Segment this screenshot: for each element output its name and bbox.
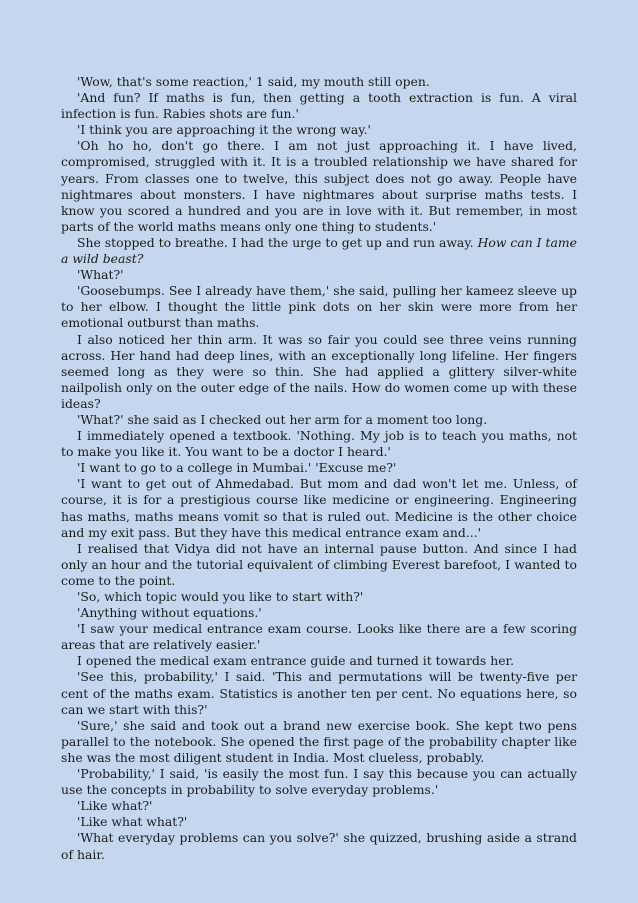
paragraph xyxy=(61,235,577,267)
paragraph-text: 'Wow, that's some reaction,' 1 said, my mouth still open. xyxy=(77,74,430,89)
paragraph xyxy=(61,267,577,283)
paragraph xyxy=(61,428,577,460)
paragraph-text: 'I think you are approaching it the wrong way.' xyxy=(77,122,371,138)
paragraph-text: 'Anything without equations.' xyxy=(77,605,262,621)
paragraph-text: 'What?' xyxy=(77,267,124,283)
paragraph-text: 'Like what what?' xyxy=(77,814,188,830)
paragraph-text: 'Like what?' xyxy=(77,798,153,814)
paragraph-text: She stopped to breathe. I had the urge to get up and run away. xyxy=(77,234,478,250)
paragraph-text: 'What everyday problems can you solve?' she quizzed, brushing aside a strand of hair. xyxy=(61,830,577,862)
paragraph xyxy=(61,476,577,540)
paragraph xyxy=(61,798,577,814)
paragraph xyxy=(61,653,577,669)
paragraph-text: I opened the medical exam entrance guide and turned it towards her. xyxy=(77,653,515,669)
paragraph-text: 'What?' she said as I checked out her arm for a moment too long. xyxy=(77,411,488,427)
paragraph-text: I immediately opened a textbook. 'Nothing. My job is to teach you maths, not to make you like it. You want to be a doctor I heard.' xyxy=(61,428,577,460)
paragraph xyxy=(61,605,577,621)
paragraph xyxy=(61,621,577,653)
paragraph xyxy=(61,122,577,138)
paragraph xyxy=(61,589,577,605)
paragraph xyxy=(61,283,577,331)
paragraph-text: 'I want to go to a college in Mumbai.' 'Excuse me?' xyxy=(77,460,397,476)
page-body xyxy=(61,74,577,863)
paragraph-text: 'I want to get out of Ahmedabad. But mom and dad won't let me. Unless, of course, it is for a prestigious course like medicine or engineering. Engineering has maths, maths means vomit so that is ruled out. Medicine is the other choice and my exit pass. But they have this medical entrance exam and...' xyxy=(61,476,577,540)
paragraph-text: 'Goosebumps. See I already have them,' she said, pulling her kameez sleeve up to her elbow. I thought the little pink dots on her skin were more from her emotional outburst than maths. xyxy=(61,283,577,331)
paragraph-text: 'And fun? If maths is fun, then getting a tooth extraction is fun. A viral infection is fun. Rabies shots are fun.' xyxy=(61,90,577,122)
paragraph-text: 'So, which topic would you like to start with?' xyxy=(77,589,364,604)
paragraph xyxy=(61,669,577,717)
paragraph-text: I also noticed her thin arm. It was so fair you could see three veins running across. Her hand had deep lines, with an exceptionally long lifeline. Her fingers seemed long as they were so thin. She had applied a glittery silver-white nailpolish only on the outer edge of the nails. How do women come up with these ideas? xyxy=(61,331,577,411)
paragraph-text: 'Probability,' I said, 'is easily the most fun. I say this because you can actually use the concepts in probability to solve everyday problems.' xyxy=(61,766,577,798)
paragraph xyxy=(61,718,577,766)
paragraph-text: 'See this, probability,' I said. 'This and permutations will be twenty-five per cent of the maths exam. Statistics is another ten per cent. No equations here, so can we start with this?' xyxy=(61,669,577,717)
paragraph xyxy=(61,332,577,412)
paragraph-text: 'Sure,' she said and took out a brand new exercise book. She kept two pens parallel to the notebook. She opened the first page of the probability chapter like she was the most diligent student in India. Most clueless, probably. xyxy=(61,717,577,765)
paragraph-text: 'Oh ho ho, don't go there. I am not just approaching it. I have lived, compromised, struggled with it. It is a troubled relationship we have shared for years. From classes one to twelve, this subject does not go away. People have nightmares about monsters. I have nightmares about surprise maths tests. I know you scored a hundred and you are in love with it. But remember, in most parts of the world maths means only one thing to students.' xyxy=(61,138,577,234)
paragraph xyxy=(61,541,577,589)
paragraph xyxy=(61,412,577,428)
paragraph xyxy=(61,460,577,476)
paragraph xyxy=(61,766,577,798)
paragraph-text: 'I saw your medical entrance exam course. Looks like there are a few scoring areas that are relatively easier.' xyxy=(61,621,577,653)
paragraph xyxy=(61,814,577,830)
paragraph-text: I realised that Vidya did not have an internal pause button. And since I had only an hour and the tutorial equivalent of climbing Everest barefoot, I wanted to come to the point. xyxy=(61,540,577,588)
paragraph xyxy=(61,74,577,90)
paragraph-italic-text: How can I tame a wild beast? xyxy=(61,234,577,267)
paragraph xyxy=(61,138,577,235)
paragraph xyxy=(61,90,577,122)
paragraph xyxy=(61,830,577,862)
